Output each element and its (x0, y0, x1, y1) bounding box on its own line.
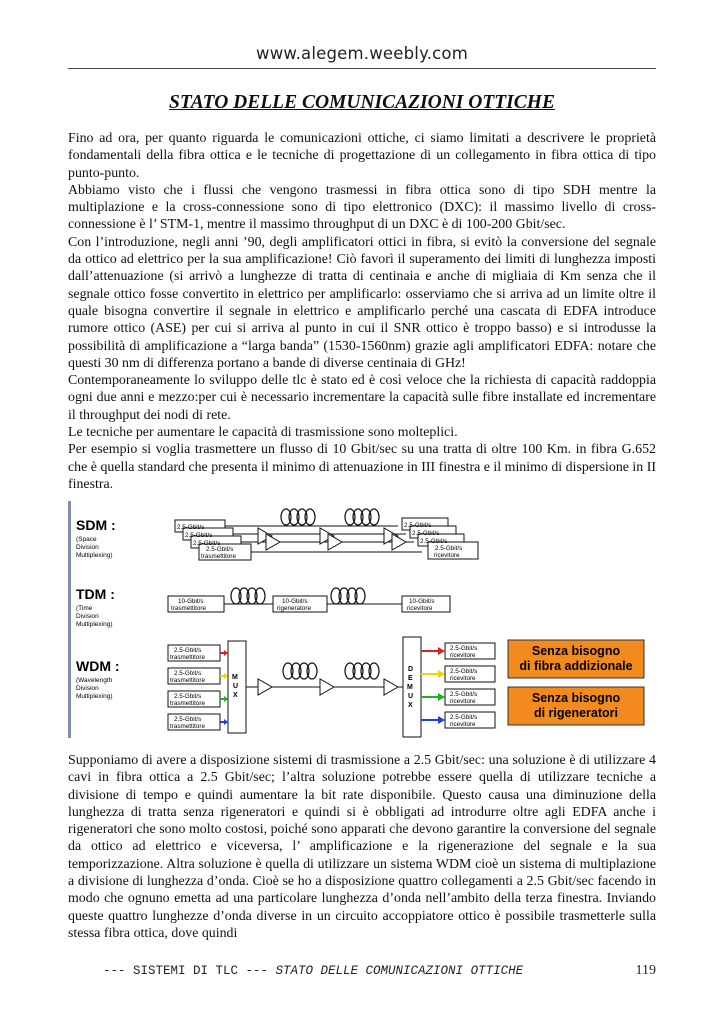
wdm-demux-letter-1: D (408, 666, 414, 673)
paragraph: Con l’introduzione, negli anni ’90, degli amplificatori ottici in fibra, si evitò la conversione del segnale da ottico ad elettrico per la sua amplificazione! Ciò favorì il superamento dei limiti di lunghezza imposti dall’attenuazione (si arrivò a lunghezze di tratta di centinaia e anche di migliaia di Km senza che il segnale ottico fosse convertito in elettrico per amplificarlo: osserviamo che si arriva ad un limite oltre il quale bisogna convertire il segnale in elettrico e amplificarlo perché una cascata di EDFA introduce rumore ottico (ASE) per cui si arriva al punto in cui il SNR ottico è troppo basso) e si introdusse la possibilità di amplificazione a “larga banda” (1530-1560nm) grazie agli amplificatori EDFA: notare che questi 30 nm di differenza portano a bande di diverse centinaia di GHz! (68, 234, 656, 371)
header-url: www.alegem.weebly.com (256, 44, 468, 63)
paragraph: Contemporaneamente lo sviluppo delle tlc è stato ed è così veloce che la richiesta di capacità raddoppia ogni due anni e mezzo:per cui è necessario incrementare la capacità sulle fibre installate ed incrementare il throughput dei nodi di rete. (68, 373, 656, 423)
tdm-tx-role: trasmettitore (171, 605, 206, 612)
wdm-input-arrowhead (224, 650, 228, 656)
wdm-rx-rate-1: 2.5-Gbit/s (450, 645, 478, 652)
tdm-rx-role: ricevitore (407, 605, 433, 612)
sdm-receivers (402, 518, 478, 559)
note-2-line-2: di rigeneratori (533, 706, 619, 720)
wdm-tx-rate-4: 2.5-Gbit/s (174, 716, 202, 723)
tdm-desc-1: (Time (76, 605, 93, 612)
wdm-receivers (445, 643, 495, 728)
sdm-desc-3: Multiplexing) (76, 552, 113, 559)
wdm-tx-role-2: trasmettitore (170, 677, 205, 684)
wdm-label: WDM : (76, 658, 120, 674)
footer-course-label (103, 964, 523, 978)
wdm-desc-1: (Wavelength (76, 677, 113, 684)
wdm-mux-letter-1: M (232, 674, 238, 681)
wdm-tx-rate-1: 2.5-Gbit/s (174, 647, 202, 654)
wdm-output-arrowhead (438, 670, 445, 678)
wdm-input-arrowhead (224, 719, 228, 725)
paragraph: Le tecniche per aumentare le capacità di trasmissione sono molteplici. (68, 425, 458, 441)
sdm-tx-rate-4: 2.5-Gbit/s (206, 546, 234, 553)
page-number: 119 (635, 963, 656, 978)
wdm-tx-role-1: trasmettitore (170, 654, 205, 661)
wdm-output-arrows (421, 647, 445, 724)
wdm-amplifier-1 (258, 679, 272, 695)
wdm-rx-rate-2: 2.5-Gbit/s (450, 668, 478, 675)
footer-course: --- SISTEMI DI TLC --- (103, 964, 276, 978)
wdm-desc-2: Division (76, 685, 99, 692)
wdm-input-arrowhead (224, 696, 228, 702)
note-no-additional-fiber (508, 640, 644, 678)
wdm-rx-rate-3: 2.5-Gbit/s (450, 691, 478, 698)
paragraph: Abbiamo visto che i flussi che vengono trasmessi in fibra ottica sono di tipo SDH mentre la multiplazione e la cross-connessione sono di tipo elettronico (DXC): il massimo livello di cross-connessione è l’ STM-1, mentre il massimo throughput di un DXC è di 100-200 Gbit/sec. (68, 182, 656, 233)
wdm-tx-rate-2: 2.5-Gbit/s (174, 670, 202, 677)
sdm-fiber-coils (281, 509, 379, 525)
paragraph: Supponiamo di avere a disposizione sistemi di trasmissione a 2.5 Gbit/sec: una soluzione è di utilizzare 4 cavi in fibra ottica a 2.5 Gbit/sec; l’altra soluzione potrebbe essere quella di utilizzare tecniche a divisione di tempo e quindi aumentare la bit rate disponibile. Questo causa una diminuzione della lunghezza di tratta senza rigeneratori e quindi si è obbligati ad introdurre oltre agli EDFA anche i rigeneratori che sono molto costosi, poiché sono apparati che devono garantire la conversione del segnale da ottico ad elettrico e viceversa, l’ amplificazione e la rigenerazione del segnale e la sua temporizzazione. Altra soluzione è quella di utilizzare un sistema WDM cioè un sistema di multiplazione a divisione di lunghezza d’onda. Cioè se ho a disposizione quattro collegamenti a 2.5 Gbit/sec facendo in modo che ognuno emetta ad una particolare lunghezza d’onda nell’ambito della terza finestra. Inviando queste quattro lunghezze d’onda diverse in un circuito accoppiatore ottico è possibile trasmetterle sulla stessa fibra ottica, dove quindi (68, 753, 656, 941)
sdm-tx-role: trasmettitore (201, 553, 236, 560)
wdm-tx-role-3: trasmettitore (170, 700, 205, 707)
tdm-tx-rate: 10-Gbit/s (178, 598, 204, 605)
sdm-tx-rate-1: 2.5-Gbit/s (177, 524, 205, 531)
wdm-rx-rate-4: 2.5-Gbit/s (450, 714, 478, 721)
tdm-label: TDM : (76, 586, 115, 602)
note-2-line-1: Senza bisogno (531, 691, 621, 705)
sdm-rx-rate-2: 2.5-Gbit/s (412, 530, 440, 537)
wdm-fiber-coils (283, 663, 379, 679)
wdm-desc-3: Multiplexing) (76, 693, 113, 700)
wdm-output-arrowhead (438, 693, 445, 701)
wdm-input-arrowhead (224, 673, 228, 679)
tdm-regen-role: rigeneratore (277, 605, 311, 612)
sdm-label: SDM : (76, 517, 116, 533)
footer-chapter-title: STATO DELLE COMUNICAZIONI OTTICHE (275, 964, 524, 978)
figure-left-border (68, 501, 71, 738)
sdm-rx-role: ricevitore (434, 552, 460, 559)
wdm-mux-letter-2: U (233, 683, 239, 690)
sdm-tx-rate-3: 2.5-Gbit/s (193, 540, 221, 547)
header-divider (68, 68, 656, 69)
wdm-rx-role-1: ricevitore (450, 652, 476, 659)
wdm-rx-role-4: ricevitore (450, 721, 476, 728)
body-text-before-figure (68, 130, 656, 493)
wdm-rx-role-2: ricevitore (450, 675, 476, 682)
sdm-rx-rate-1: 2.5-Gbit/s (404, 522, 432, 529)
wdm-mux-letter-3: X (233, 692, 238, 699)
tdm-regen-rate: 10-Gbit/s (282, 598, 308, 605)
note-1-line-2: di fibra addizionale (519, 659, 633, 673)
tdm-desc-3: Multiplexing) (76, 621, 113, 628)
paragraph: Fino ad ora, per quanto riguarda le comunicazioni ottiche, ci siamo limitati a descrivere le proprietà fondamentali della fibra ottica e le tecniche di progettazione di un collegamento in fibra ottica di tipo punto-punto. (68, 131, 656, 181)
sdm-desc-2: Division (76, 544, 99, 551)
sdm-rx-rate-4: 2.5-Gbit/s (435, 545, 463, 552)
note-1-line-1: Senza bisogno (531, 644, 621, 658)
tdm-rx-rate: 10-Gbit/s (409, 598, 435, 605)
note-no-regenerators (508, 687, 644, 725)
wdm-rx-role-3: ricevitore (450, 698, 476, 705)
wdm-demux-letter-4: U (408, 693, 414, 700)
wdm-demux-letter-5: X (408, 702, 413, 709)
wdm-output-arrowhead (438, 647, 445, 655)
wdm-demux-letter-2: E (408, 675, 413, 682)
wdm-transmitters (168, 645, 220, 730)
page-title: STATO DELLE COMUNICAZIONI OTTICHE (169, 92, 555, 113)
wdm-demux-letter-3: M (407, 684, 413, 691)
wdm-input-arrows (220, 650, 228, 725)
wdm-amplifier-3 (384, 679, 398, 695)
wdm-amplifier-2 (320, 679, 334, 695)
sdm-rx-rate-3: 2.5-Gbit/s (420, 538, 448, 545)
wdm-output-arrowhead (438, 716, 445, 724)
sdm-amplifiers (258, 528, 406, 550)
sdm-tx-rate-2: 2.5-Gbit/s (185, 532, 213, 539)
transmission-techniques-figure (68, 501, 656, 738)
wdm-tx-rate-3: 2.5-Gbit/s (174, 693, 202, 700)
paragraph: Per esempio si voglia trasmettere un flusso di 10 Gbit/sec su una tratta di oltre 100 Km. in fibra G.652 che è quella standard che presenta il minimo di attenuazione in III finestra e il minimo di dispersione in II finestra. (68, 442, 656, 492)
wdm-tx-role-4: trasmettitore (170, 723, 205, 730)
sdm-desc-1: (Space (76, 536, 97, 543)
body-text-after-figure (68, 752, 656, 942)
tdm-desc-2: Division (76, 613, 99, 620)
figure-diagram (68, 501, 656, 738)
